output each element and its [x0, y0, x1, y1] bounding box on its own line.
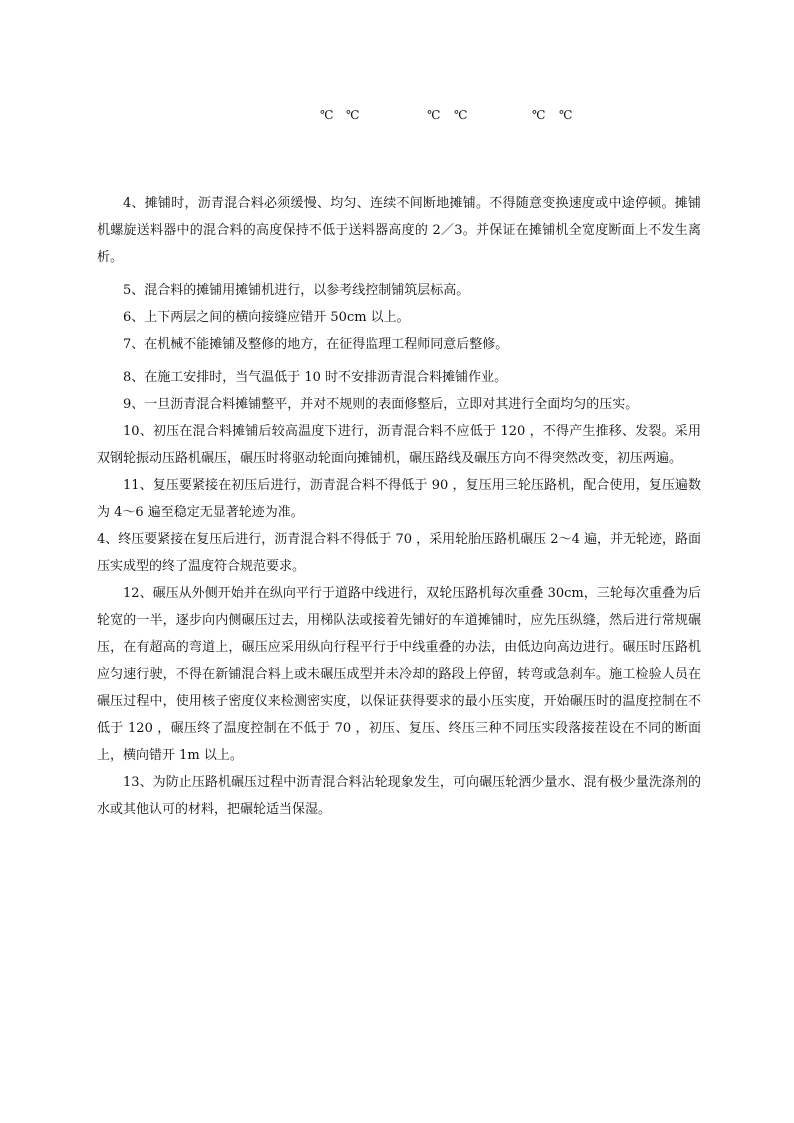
paragraph-10-initial-rolling: 10、初压在混合料摊铺后较高温度下进行，沥青混合料不应低于 120 ，不得产生推移、发裂。采用双钢轮振动压路机碾压，碾压时将驱动轮面向摊铺机，碾压路线及碾压方向不得突然改变，初压两遍。	[97, 424, 701, 466]
document-body	[97, 190, 701, 823]
paragraph-5-paver: 5、混合料的摊铺用摊铺机进行，以参考线控制铺筑层标高。	[123, 283, 470, 298]
paragraph-13-anti-stick: 13、为防止压路机碾压过程中沥青混合料沾轮现象发生，可向碾压轮洒少量水、混有极少量洗涤剂的水或其他认可的材料，把碾轮适当保湿。	[97, 775, 701, 817]
paragraph-9-compaction: 9、一旦沥青混合料摊铺整平，并对不规则的表面修整后，立即对其进行全面均匀的压实。	[123, 397, 639, 412]
temperature-unit-row	[0, 106, 794, 124]
temperature-unit: ℃	[427, 108, 441, 122]
paragraph-8-temperature: 8、在施工安排时，当气温低于 10 时不安排沥青混合料摊铺作业。	[123, 370, 508, 385]
paragraph-4-paving: 4、摊铺时，沥青混合料必须缓慢、均匀、连续不间断地摊铺。不得随意变换速度或中途停顿。摊铺机螺旋送料器中的混合料的高度保持不低于送料器高度的 2／3。并保证在摊铺机全宽度断面上不发生离析。	[97, 196, 701, 265]
temperature-unit: ℃	[320, 108, 334, 122]
paragraph-6-joint: 6、上下两层之间的横向接缝应错开 50cm 以上。	[123, 310, 410, 325]
paragraph-final-rolling: 4、终压要紧接在复压后进行，沥青混合料不得低于 70 ，采用轮胎压路机碾压 2～4 遍，并无轮迹，路面压实成型的终了温度符合规范要求。	[97, 532, 701, 574]
temperature-unit: ℃	[559, 108, 573, 122]
paragraph-12-rolling-procedure: 12、碾压从外侧开始并在纵向平行于道路中线进行，双轮压路机每次重叠 30cm，三轮每次重叠为后轮宽的一半，逐步向内侧碾压过去，用梯队法或接着先铺好的车道摊铺时，应先压纵缝，然后进行常规碾压，在有超高的弯道上，碾压应采用纵向行程平行于中线重叠的办法，由低边向高边进行。碾压时压路机应匀速行驶，不得在新铺混合料上或未碾压成型并未冷却的路段上停留，转弯或急刹车。施工检验人员在碾压过程中，使用核子密度仪来检测密实度，以保证获得要求的最小压实度，开始碾压时的温度控制在不低于 120 ，碾压终了温度控制在不低于 70 ，初压、复压、终压三种不同压实段落接茬设在不同的断面上，横向错开 1m 以上。	[97, 586, 701, 763]
temperature-unit: ℃	[454, 108, 468, 122]
temperature-unit: ℃	[346, 108, 360, 122]
paragraph-7-manual-repair: 7、在机械不能摊铺及整修的地方，在征得监理工程师同意后整修。	[123, 337, 509, 352]
temperature-unit: ℃	[532, 108, 546, 122]
paragraph-11-secondary-rolling: 11、复压要紧接在初压后进行，沥青混合料不得低于 90 ，复压用三轮压路机，配合使用，复压遍数为 4～6 遍至稳定无显著轮迹为准。	[97, 478, 701, 520]
